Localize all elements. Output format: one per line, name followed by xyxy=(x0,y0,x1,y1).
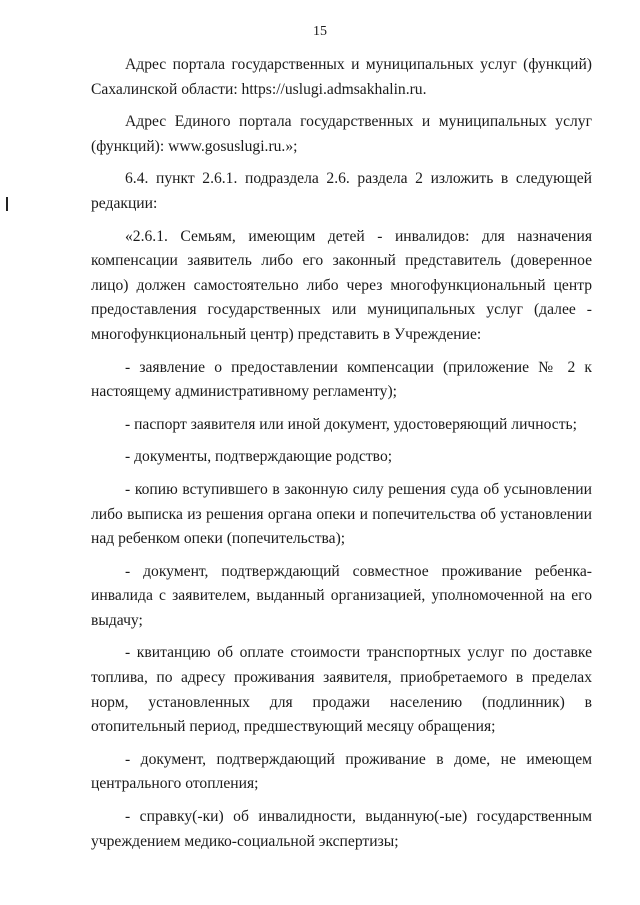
list-item-kinship-documents: - документы, подтверждающие родство; xyxy=(125,448,393,466)
list-item-cohabitation-document: - документ, подтверждающий совместное проживание ребенка-инвалида с заявителем, выданный организацией, уполномоченной на его выдачу; xyxy=(91,562,592,629)
paragraph-portal-gosuslugi: Адрес Единого портала государственных и муниципальных услуг (функций): www.gosuslugi.ru.»; xyxy=(91,113,592,155)
page-number: 15 xyxy=(313,24,327,39)
list-item-fuel-receipt: - квитанцию об оплате стоимости транспортных услуг по доставке топлива, по адресу проживания заявителя, приобретаемого в пределах норм, установленных для продажи населению (подлинник) в отопительный период, предшествующий месяцу обращения; xyxy=(91,644,592,736)
margin-mark xyxy=(6,197,8,211)
list-item-disability-certificate: - справку(-ки) об инвалидности, выданную(-ые) государственным учреждением медико-социальной экспертизы; xyxy=(91,808,592,850)
list-item-application: - заявление о предоставлении компенсации (приложение № 2 к настоящему административному регламенту); xyxy=(91,358,592,401)
paragraph-portal-sakhalin: Адрес портала государственных и муниципальных услуг (функций) Сахалинской области: https://uslugi.admsakhalin.ru. xyxy=(91,56,592,98)
paragraph-amendment-6-4: 6.4. пункт 2.6.1. подраздела 2.6. раздела 2 изложить в следующей редакции: xyxy=(91,170,592,212)
paragraph-2-6-1: «2.6.1. Семьям, имеющим детей - инвалидов: для назначения компенсации заявитель либо его законный представитель (доверенное лицо) должен самостоятельно либо через многофункциональный центр предоставления государственных или муниципальных услуг (далее - многофункциональный центр) представить в Учреждение: xyxy=(91,227,592,343)
document-body xyxy=(91,53,592,854)
list-item-passport: - паспорт заявителя или иной документ, удостоверяющий личность; xyxy=(125,415,577,433)
list-item-no-central-heating: - документ, подтверждающий проживание в доме, не имеющем центрального отопления; xyxy=(91,750,592,793)
list-item-court-decision: - копию вступившего в законную силу решения суда об усыновлении либо выписка из решения органа опеки и попечительства об установлении над ребенком опеки (попечительства); xyxy=(91,480,592,548)
